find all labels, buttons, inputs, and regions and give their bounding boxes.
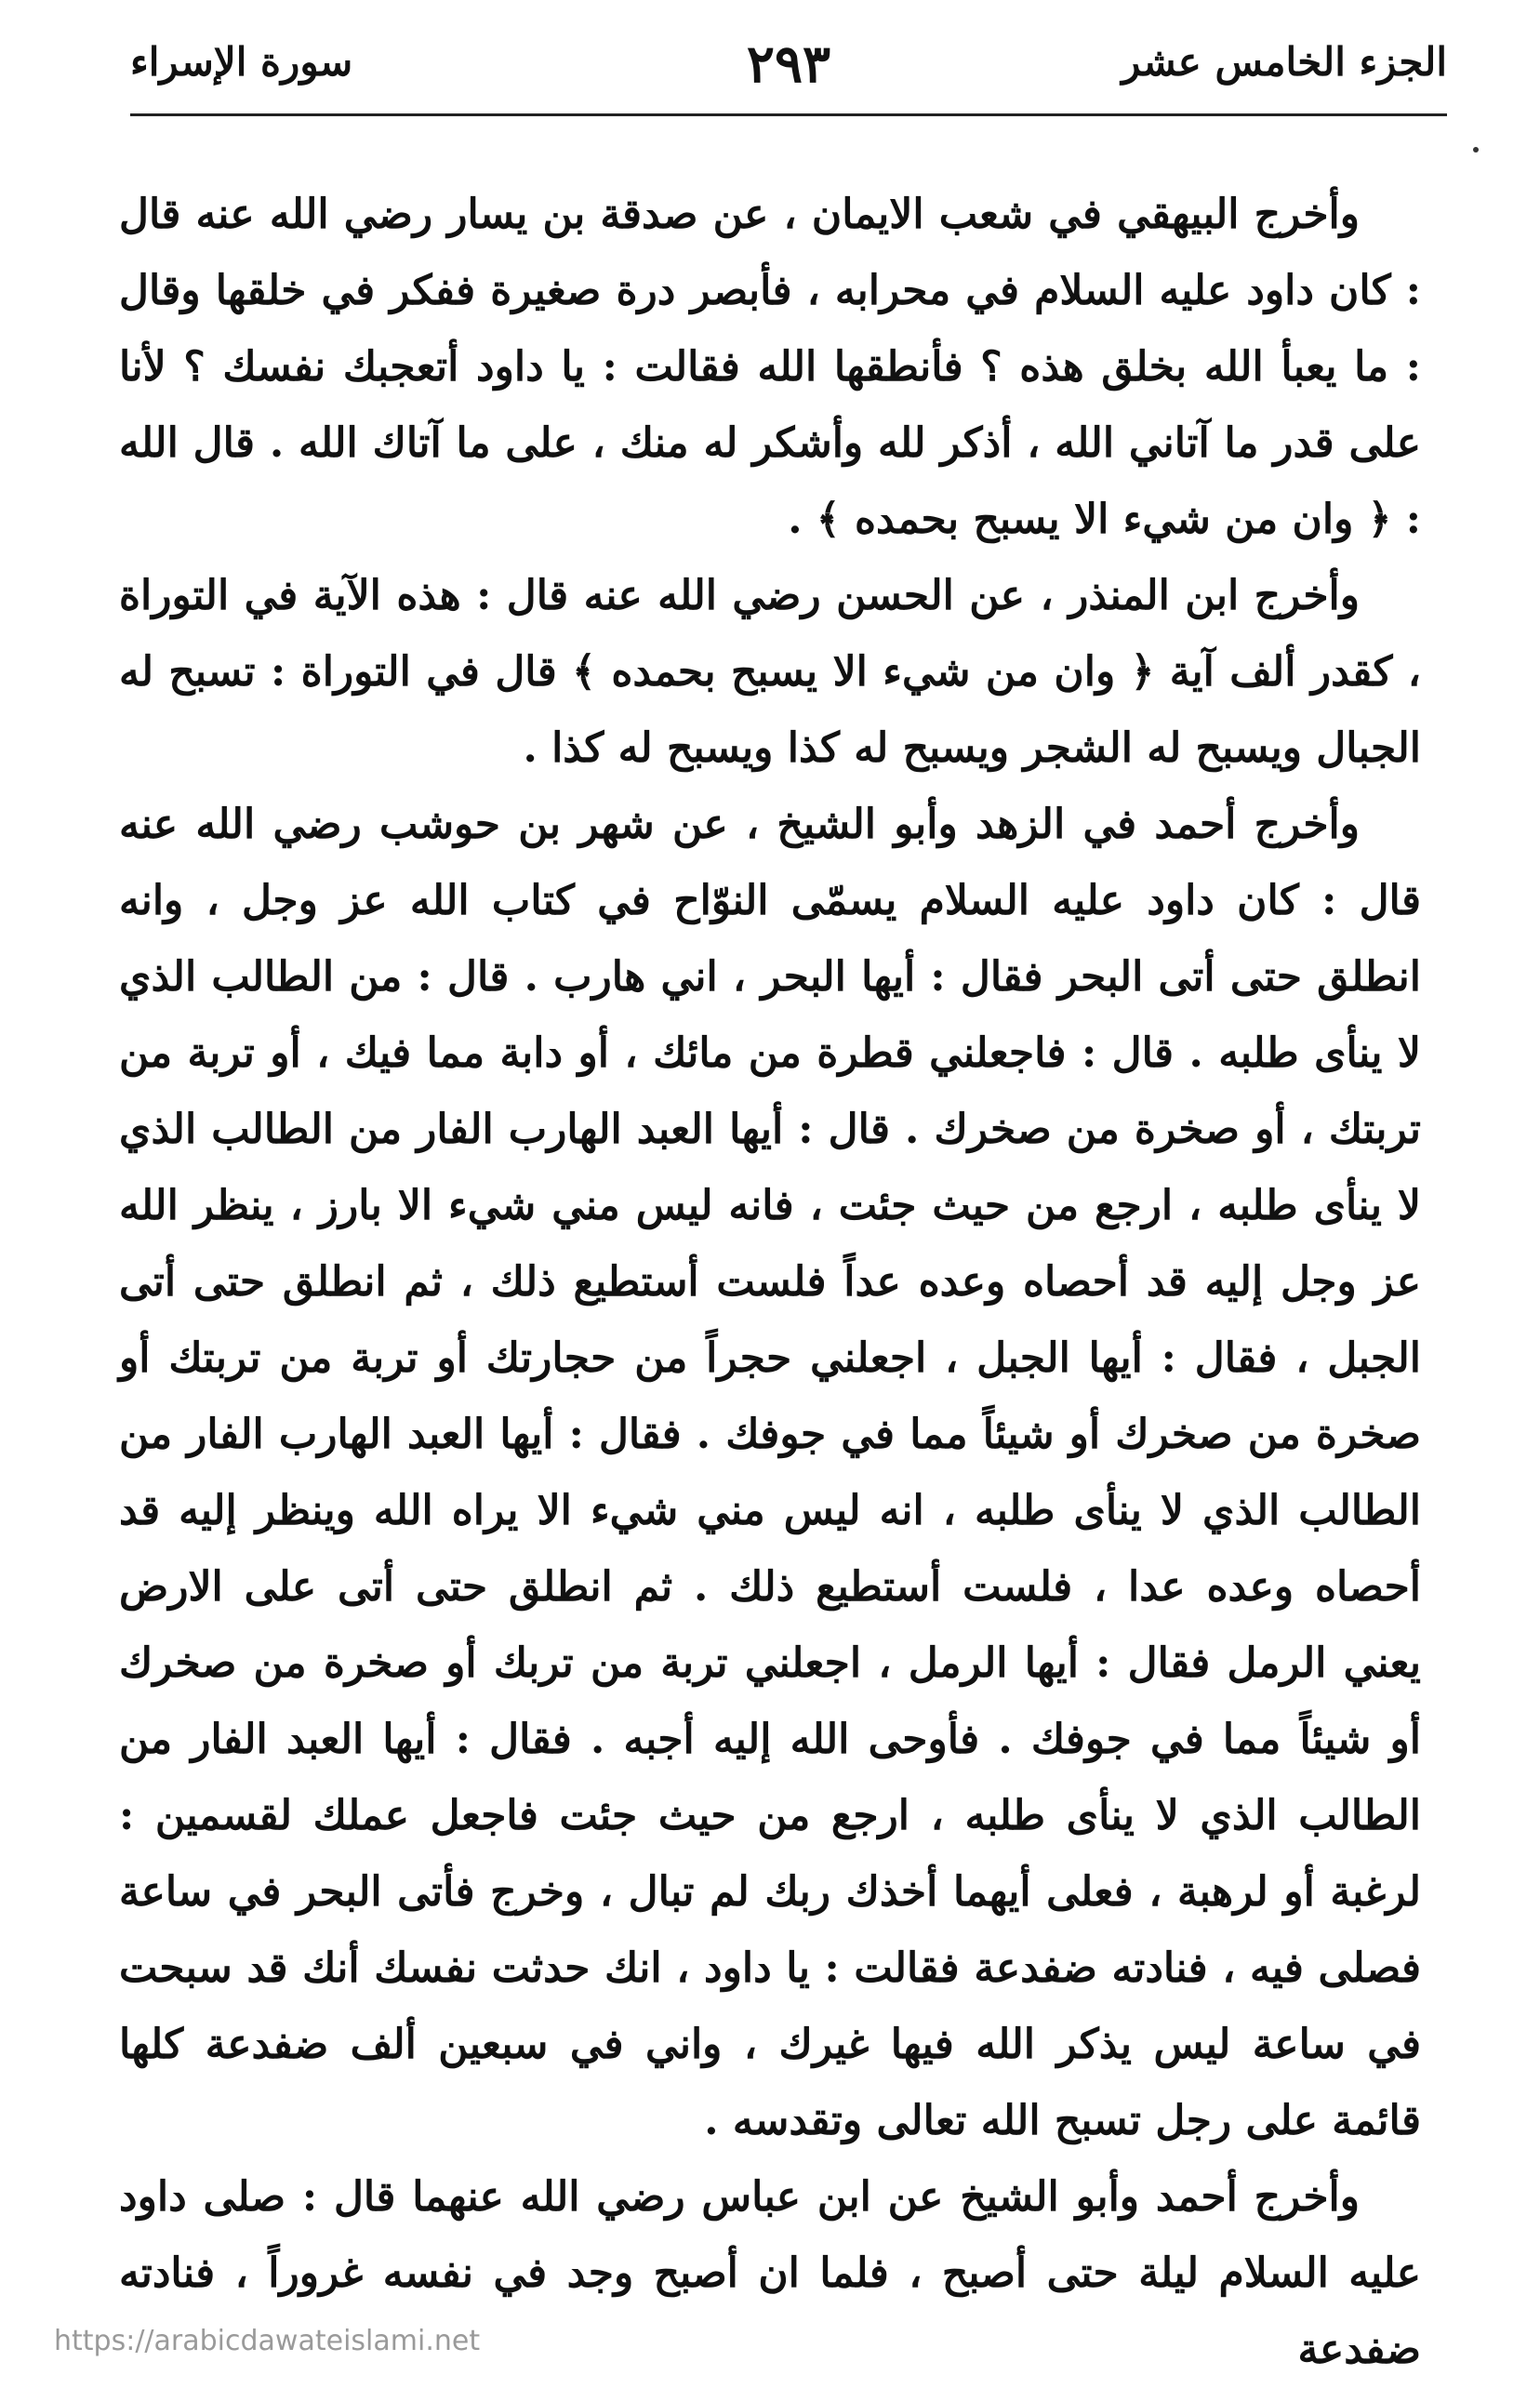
header-rule xyxy=(130,113,1447,116)
watermark-url: https://arabicdawateislami.net xyxy=(54,2325,481,2357)
paragraph-1: وأخرج البيهقي في شعب الايمان ، عن صدقة بن يسار رضي الله عنه قال : كان داود عليه السلام في محرابه ، فأبصر درة صغيرة ففكر في خلقها وقال : ما يعبأ الله بخلق هذه ؟ فأنطقها الله فقالت : يا داود أتعجبك نفسك ؟ لأنا على قدر ما آتاني الله ، أذكر لله وأشكر له منك ، على ما آتاك الله . قال الله : ﴿ وان من شيء الا يسبح بحمده ﴾ . xyxy=(119,191,1421,543)
juz-title: الجزء الخامس عشر xyxy=(1122,39,1447,85)
margin-dot xyxy=(1473,147,1479,153)
page-body xyxy=(119,177,1421,2388)
paragraph-3: وأخرج أحمد في الزهد وأبو الشيخ ، عن شهر بن حوشب رضي الله عنه قال : كان داود عليه السلام يسمّى النوّاح في كتاب الله عز وجل ، وانه انطلق حتى أتى البحر فقال : أيها البحر ، اني هارب . قال : من الطالب الذي لا ينأى طلبه . قال : فاجعلني قطرة من مائك ، أو دابة مما فيك ، أو تربة من تربتك ، أو صخرة من صخرك . قال : أيها العبد الهارب الفار من الطالب الذي لا ينأى طلبه ، ارجع من حيث جئت ، فانه ليس مني شيء الا بارز ، ينظر الله عز وجل إليه قد أحصاه وعده عداً فلست أستطيع ذلك ، ثم انطلق حتى أتى الجبل ، فقال : أيها الجبل ، اجعلني حجراً من حجارتك أو تربة من تربتك أو صخرة من صخرك أو شيئاً مما في جوفك . فقال : أيها العبد الهارب الفار من الطالب الذي لا ينأى طلبه ، انه ليس مني شيء الا يراه الله وينظر إليه قد أحصاه وعده عدا ، فلست أستطيع ذلك . ثم انطلق حتى أتى على الارض يعني الرمل فقال : أيها الرمل ، اجعلني تربة من تربك أو صخرة من صخرك أو شيئاً مما في جوفك . فأوحى الله إليه أجبه . فقال : أيها العبد الفار من الطالب الذي لا ينأى طلبه ، ارجع من حيث جئت فاجعل عملك لقسمين : لرغبة أو لرهبة ، فعلى أيهما أخذك ربك لم تبال ، وخرج فأتى البحر في ساعة فصلى فيه ، فنادته ضفدعة فقالت : يا داود ، انك حدثت نفسك أنك قد سبحت في ساعة ليس يذكر الله فيها غيرك ، واني في سبعين ألف ضفدعة كلها قائمة على رجل تسبح الله تعالى وتقدسه . xyxy=(119,801,1422,2144)
page-header xyxy=(130,33,1447,104)
paragraph-2: وأخرج ابن المنذر ، عن الحسن رضي الله عنه قال : هذه الآية في التوراة ، كقدر ألف آية ﴿ وان من شيء الا يسبح بحمده ﴾ قال في التوراة : تسبح له الجبال ويسبح له الشجر ويسبح له كذا ويسبح له كذا . xyxy=(119,572,1421,772)
surah-title: سورة الإسراء xyxy=(130,39,353,85)
paragraph-4: وأخرج أحمد وأبو الشيخ عن ابن عباس رضي الله عنهما قال : صلى داود عليه السلام ليلة حتى أصبح ، فلما ان أصبح وجد في نفسه غروراً ، فنادته ضفدعة xyxy=(119,2173,1421,2373)
page-number: ٢٩٣ xyxy=(746,33,831,95)
